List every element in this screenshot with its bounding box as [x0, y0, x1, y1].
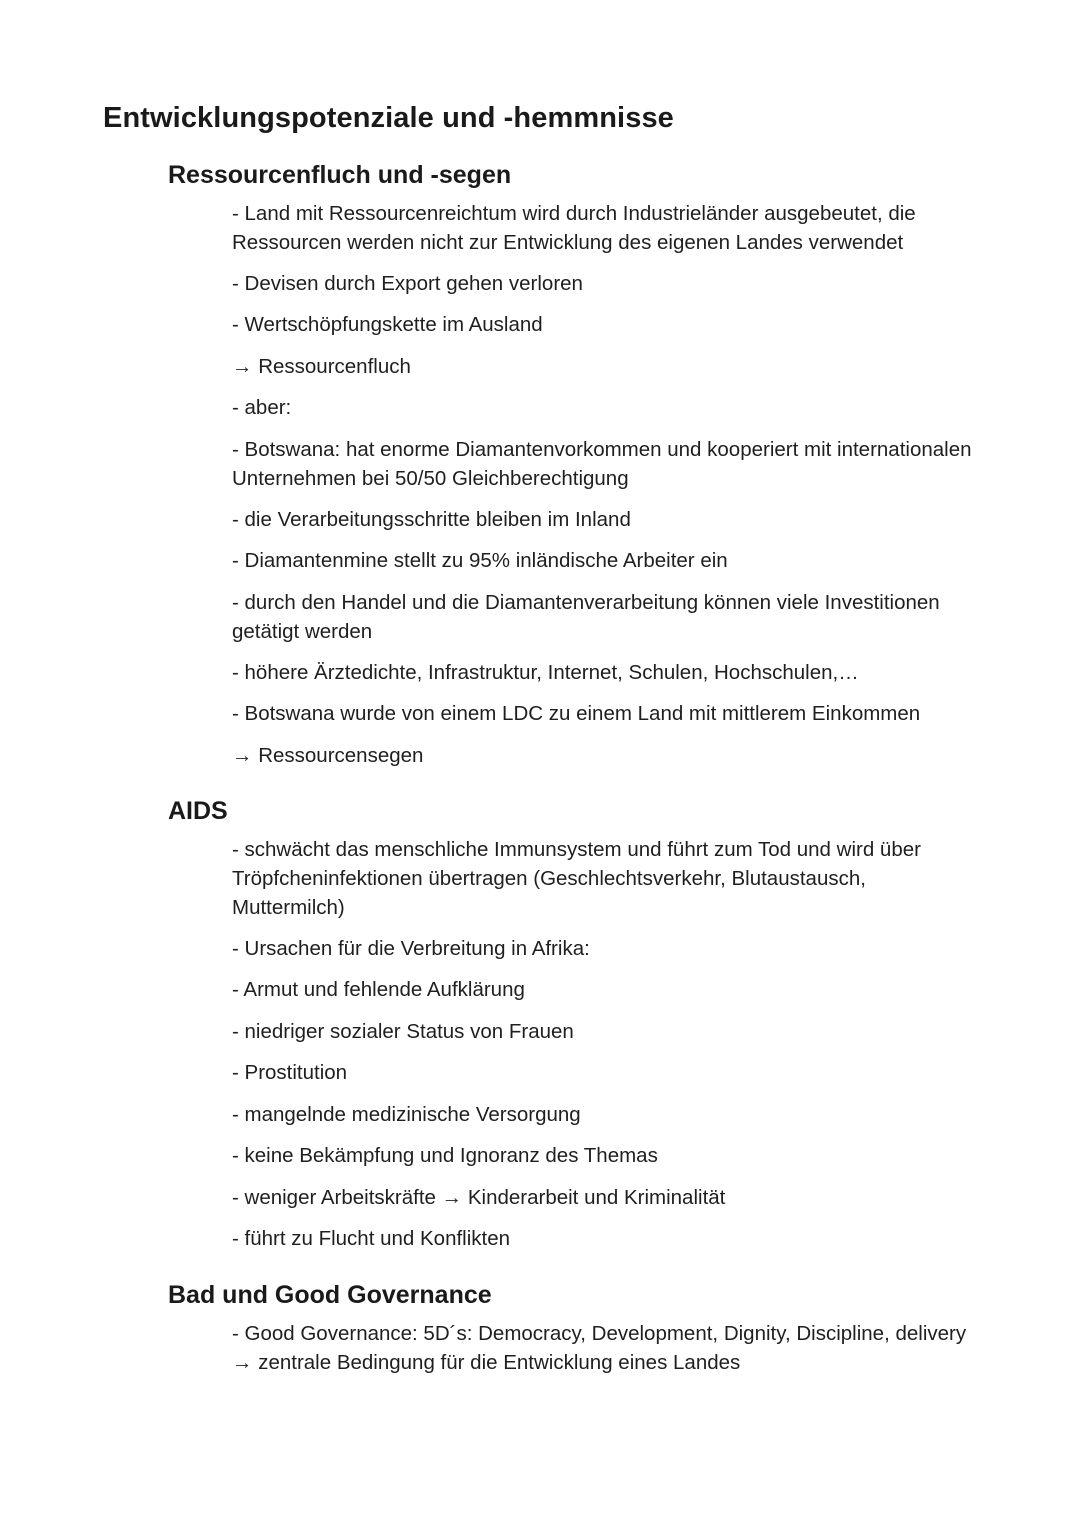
- section-heading-governance: Bad und Good Governance: [168, 1281, 492, 1309]
- section-heading-ressourcenfluch: Ressourcenfluch und -segen: [168, 161, 512, 189]
- list-item: - keine Bekämpfung und Ignoranz des Themas: [232, 1144, 658, 1167]
- section-heading-aids: AIDS: [168, 797, 228, 825]
- list-item: - die Verarbeitungsschritte bleiben im Inland: [232, 508, 631, 531]
- list-item: - Botswana wurde von einem LDC zu einem Land mit mittlerem Einkommen: [232, 702, 921, 725]
- list-item: - weniger Arbeitskräfte → Kinderarbeit und Kriminalität: [232, 1186, 726, 1209]
- list-item: → Ressourcensegen: [232, 744, 424, 767]
- list-item: - Devisen durch Export gehen verloren: [232, 272, 583, 295]
- list-item: - Armut und fehlende Aufklärung: [232, 978, 525, 1001]
- page-title: Entwicklungspotenziale und -hemmnisse: [103, 102, 674, 134]
- list-item: - schwächt das menschliche Immunsystem und führt zum Tod und wird über Tröpfcheninfektionen übertragen (Geschlechtsverkehr, Blutaustausch, Muttermilch): [232, 838, 921, 919]
- list-item: - Prostitution: [232, 1061, 348, 1084]
- list-item: - mangelnde medizinische Versorgung: [232, 1103, 581, 1126]
- list-item: - Wertschöpfungskette im Ausland: [232, 313, 543, 336]
- list-item: - Land mit Ressourcenreichtum wird durch Industrieländer ausgebeutet, die Ressourcen werden nicht zur Entwicklung des eigenen Landes verwendet: [232, 202, 916, 254]
- list-item: - Ursachen für die Verbreitung in Afrika:: [232, 937, 590, 960]
- list-item: - durch den Handel und die Diamantenverarbeitung können viele Investitionen getätigt werden: [232, 591, 940, 643]
- list-item: - aber:: [232, 396, 292, 419]
- list-item: → Ressourcenfluch: [232, 355, 411, 378]
- list-item: - Diamantenmine stellt zu 95% inländische Arbeiter ein: [232, 549, 728, 572]
- list-item: - niedriger sozialer Status von Frauen: [232, 1020, 574, 1043]
- list-item: - höhere Ärztedichte, Infrastruktur, Internet, Schulen, Hochschulen,…: [232, 661, 859, 684]
- list-item: - Botswana: hat enorme Diamantenvorkommen und kooperiert mit internationalen Unternehmen bei 50/50 Gleichberechtigung: [232, 438, 972, 490]
- list-item: - führt zu Flucht und Konflikten: [232, 1227, 511, 1250]
- list-item: - Good Governance: 5D´s: Democracy, Development, Dignity, Discipline, delivery → zentrale Bedingung für die Entwicklung eines Landes: [232, 1322, 967, 1374]
